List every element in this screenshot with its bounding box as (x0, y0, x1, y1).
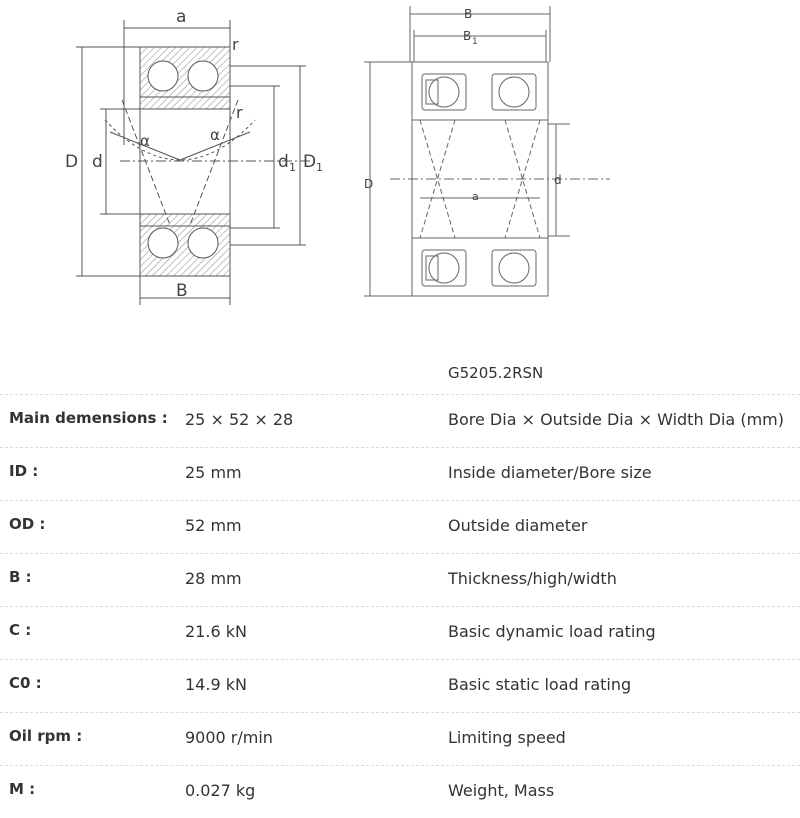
spec-key: OD : (9, 515, 46, 533)
label-d1-sub: 1 (289, 161, 296, 174)
spec-row (0, 500, 800, 553)
spec-desc: Inside diameter/Bore size (448, 463, 652, 482)
spec-desc: Bore Dia × Outside Dia × Width Dia (mm) (448, 410, 784, 429)
label-r-top: r (232, 35, 239, 54)
cross-section-drawing-left (60, 0, 350, 320)
bearing-drawings (0, 0, 800, 330)
spec-key: C : (9, 621, 32, 639)
spec-row (0, 394, 800, 447)
spec-key: Main demensions : (9, 409, 168, 427)
spec-value: 52 mm (185, 516, 242, 535)
label-D1-sub: 1 (316, 161, 323, 174)
label-a: a (176, 7, 187, 27)
spec-value: 25 × 52 × 28 (185, 410, 294, 429)
cross-section-drawing-right (360, 0, 620, 310)
label-D-right: D (364, 177, 374, 191)
spec-table (0, 394, 800, 818)
label-B: B (176, 281, 188, 301)
label-B1-right: B (463, 29, 472, 43)
spec-key: M : (9, 780, 36, 798)
label-d: d (92, 152, 103, 172)
spec-row (0, 553, 800, 606)
model-number: G5205.2RSN (448, 364, 544, 382)
spec-value: 25 mm (185, 463, 242, 482)
spec-desc: Thickness/high/width (448, 569, 617, 588)
spec-desc: Weight, Mass (448, 781, 555, 800)
label-a-right: a (472, 190, 479, 203)
spec-row (0, 765, 800, 818)
spec-desc: Limiting speed (448, 728, 566, 747)
label-alpha-right: α (210, 126, 220, 144)
label-B1-sub-right: 1 (472, 37, 478, 47)
spec-key: C0 : (9, 674, 42, 692)
label-r-mid: r (236, 103, 243, 122)
spec-row (0, 712, 800, 765)
spec-value: 14.9 kN (185, 675, 247, 694)
spec-value: 0.027 kg (185, 781, 256, 800)
spec-desc: Basic static load rating (448, 675, 632, 694)
label-d-right: d (554, 173, 562, 187)
spec-key: B : (9, 568, 32, 586)
spec-row (0, 659, 800, 712)
spec-row (0, 606, 800, 659)
spec-value: 9000 r/min (185, 728, 273, 747)
spec-desc: Basic dynamic load rating (448, 622, 656, 641)
spec-value: 28 mm (185, 569, 242, 588)
spec-value: 21.6 kN (185, 622, 247, 641)
label-alpha-left: α (140, 132, 150, 150)
label-B-right: B (464, 7, 473, 21)
spec-row (0, 447, 800, 500)
label-d1: d (278, 152, 289, 172)
label-D1: D (303, 152, 317, 172)
spec-key: ID : (9, 462, 39, 480)
label-D: D (65, 152, 79, 172)
spec-key: Oil rpm : (9, 727, 83, 745)
spec-desc: Outside diameter (448, 516, 588, 535)
